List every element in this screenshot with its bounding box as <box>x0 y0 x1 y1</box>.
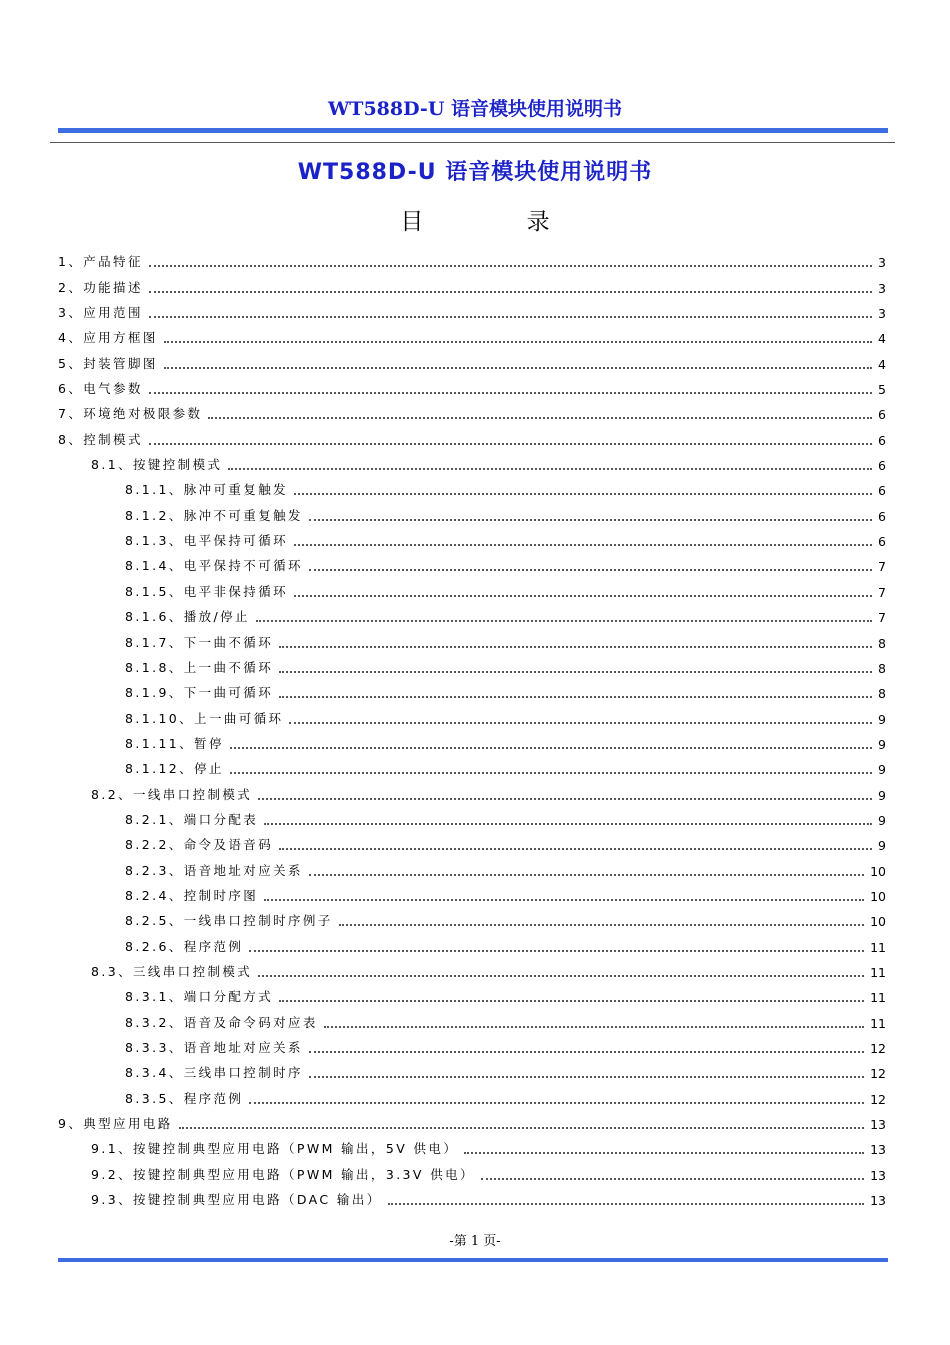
toc-entry[interactable] <box>58 448 886 473</box>
toc-entry[interactable] <box>58 904 886 929</box>
toc-entry-page: 8 <box>878 686 886 702</box>
toc-dot-leader <box>249 949 864 952</box>
toc-entry-page: 3 <box>878 306 886 322</box>
toc-entry-label: 8.1、按键控制模式 <box>91 457 223 473</box>
toc-entry-label: 8.2.6、程序范例 <box>125 938 244 954</box>
toc-entry-label: 9.3、按键控制典型应用电路（DAC 输出） <box>91 1192 382 1208</box>
toc-entry-page: 11 <box>870 939 886 955</box>
toc-entry[interactable] <box>58 1056 886 1081</box>
toc-entry-page: 6 <box>878 483 886 499</box>
page-number-footer: -第 1 页- <box>449 1234 501 1249</box>
toc-entry-label: 8.1.11、暂停 <box>125 735 224 751</box>
toc-entry-page: 12 <box>870 1091 886 1107</box>
toc-entry-page: 10 <box>870 863 886 879</box>
toc-dot-leader <box>149 290 872 293</box>
toc-entry-label: 8.1.5、电平非保持循环 <box>125 583 289 599</box>
toc-entry-page: 10 <box>870 914 886 930</box>
toc-entry[interactable] <box>58 1031 886 1056</box>
toc-entry-label: 6、电气参数 <box>58 381 143 397</box>
toc-entry-label: 9、典型应用电路 <box>58 1116 173 1132</box>
toc-entry[interactable] <box>58 676 886 701</box>
toc-dot-leader <box>230 746 872 749</box>
toc-entry-label: 8.1.2、脉冲不可重复触发 <box>125 507 303 523</box>
toc-dot-leader <box>279 670 872 673</box>
footer-rule <box>58 1258 888 1262</box>
header-divider <box>50 142 895 143</box>
toc-entry[interactable] <box>58 422 886 447</box>
toc-entry-label: 5、封装管脚图 <box>58 355 158 371</box>
toc-entry[interactable] <box>58 1005 886 1030</box>
toc-entry-label: 8.2、一线串口控制模式 <box>91 786 253 802</box>
toc-entry-label: 8.1.12、停止 <box>125 761 224 777</box>
toc-entry[interactable] <box>58 498 886 523</box>
toc-entry-label: 8.2.4、控制时序图 <box>125 887 259 903</box>
toc-entry[interactable] <box>58 803 886 828</box>
toc-entry-label: 8.1.9、下一曲可循环 <box>125 685 274 701</box>
toc-entry-page: 13 <box>870 1117 886 1133</box>
toc-dot-leader <box>256 619 872 622</box>
toc-dot-leader <box>309 1075 864 1078</box>
toc-entry-page: 9 <box>878 812 886 828</box>
toc-dot-leader <box>179 1126 864 1129</box>
toc-entry-label: 8.3.5、程序范例 <box>125 1090 244 1106</box>
toc-entry-label: 8.3、三线串口控制模式 <box>91 963 253 979</box>
toc-entry-page: 6 <box>878 432 886 448</box>
toc-entry-label: 8、控制模式 <box>58 431 143 447</box>
toc-entry-label: 8.2.5、一线串口控制时序例子 <box>125 913 333 929</box>
toc-entry[interactable] <box>58 828 886 853</box>
toc-entry-page: 8 <box>878 660 886 676</box>
toc-entry-page: 6 <box>878 508 886 524</box>
toc-entry[interactable] <box>58 980 886 1005</box>
toc-entry-label: 8.3.3、语音地址对应关系 <box>125 1040 303 1055</box>
toc-entry[interactable] <box>58 1107 886 1132</box>
toc-dot-leader <box>279 695 872 698</box>
toc-entry-page: 6 <box>878 458 886 474</box>
toc-entry[interactable] <box>58 955 886 980</box>
toc-entry[interactable] <box>58 1157 886 1182</box>
toc-entry[interactable] <box>58 524 886 549</box>
toc-entry[interactable] <box>58 879 886 904</box>
toc-entry-label: 8.1.6、播放/停止 <box>125 609 250 625</box>
toc-dot-leader <box>149 391 872 394</box>
toc-entry-page: 6 <box>878 534 886 550</box>
toc-entry[interactable] <box>58 372 886 397</box>
toc-entry[interactable] <box>58 245 886 270</box>
toc-entry-label: 1、产品特征 <box>58 254 143 270</box>
toc-entry-label: 8.1.4、电平保持不可循环 <box>125 558 303 574</box>
toc-entry-label: 8.3.4、三线串口控制时序 <box>125 1065 303 1081</box>
toc-dot-leader <box>309 518 872 521</box>
toc-dot-leader <box>339 923 864 926</box>
toc-entry-label: 8.1.7、下一曲不循环 <box>125 634 274 650</box>
toc-entry-page: 7 <box>878 584 886 600</box>
toc-dot-leader <box>230 771 872 774</box>
toc-dot-leader <box>309 1050 864 1053</box>
toc-entry-label: 8.2.1、端口分配表 <box>125 811 259 827</box>
toc-entry-page: 13 <box>870 1142 886 1158</box>
toc-entry-page: 4 <box>878 356 886 372</box>
toc-entry-page: 12 <box>870 1066 886 1082</box>
toc-entry-label: 3、应用范围 <box>58 305 143 321</box>
toc-entry[interactable] <box>58 727 886 752</box>
toc-entry[interactable] <box>58 929 886 954</box>
toc-dot-leader <box>258 974 864 977</box>
table-of-contents <box>58 245 886 1208</box>
toc-dot-leader <box>149 442 872 445</box>
header-title: WT588D-U 语音模块使用说明书 <box>327 98 623 120</box>
toc-entry-page: 4 <box>878 331 886 347</box>
toc-entry[interactable] <box>58 777 886 802</box>
toc-dot-leader <box>208 416 872 419</box>
toc-entry-page: 13 <box>870 1193 886 1209</box>
header-rule <box>58 128 888 133</box>
toc-entry[interactable] <box>58 1132 886 1157</box>
toc-entry-page: 7 <box>878 559 886 575</box>
toc-dot-leader <box>149 315 872 318</box>
toc-entry-page: 9 <box>878 787 886 803</box>
toc-dot-leader <box>289 721 872 724</box>
toc-entry-page: 9 <box>878 838 886 854</box>
toc-entry-page: 7 <box>878 610 886 626</box>
toc-entry-label: 8.1.8、上一曲不循环 <box>125 659 274 675</box>
toc-dot-leader <box>228 467 872 470</box>
toc-dot-leader <box>264 822 872 825</box>
toc-entry[interactable] <box>58 752 886 777</box>
toc-dot-leader <box>164 340 872 343</box>
toc-entry-page: 8 <box>878 635 886 651</box>
toc-entry[interactable] <box>58 321 886 346</box>
toc-entry[interactable] <box>58 473 886 498</box>
toc-entry-page: 3 <box>878 255 886 271</box>
toc-entry[interactable] <box>58 651 886 676</box>
toc-entry-page: 6 <box>878 407 886 423</box>
toc-dot-leader <box>149 264 872 267</box>
toc-entry-label: 9.1、按键控制典型应用电路（PWM 输出，5V 供电） <box>91 1141 459 1157</box>
toc-entry-label: 8.2.3、语音地址对应关系 <box>125 862 303 878</box>
toc-entry-page: 11 <box>870 964 886 980</box>
toc-dot-leader <box>279 645 872 648</box>
toc-entry-page: 5 <box>878 382 886 398</box>
toc-entry-page: 9 <box>878 711 886 727</box>
toc-dot-leader <box>309 568 872 571</box>
toc-entry-page: 3 <box>878 280 886 296</box>
toc-entry[interactable] <box>58 574 886 599</box>
toc-heading: 目 录 <box>400 209 598 235</box>
toc-entry-label: 8.3.1、端口分配方式 <box>125 989 274 1005</box>
toc-entry-page: 9 <box>878 736 886 752</box>
toc-entry[interactable] <box>58 701 886 726</box>
toc-entry-label: 9.2、按键控制典型应用电路（PWM 输出，3.3V 供电） <box>91 1166 475 1182</box>
toc-entry[interactable] <box>58 600 886 625</box>
document-title: WT588D-U 语音模块使用说明书 <box>297 160 653 185</box>
toc-dot-leader <box>481 1177 864 1180</box>
toc-dot-leader <box>294 594 872 597</box>
toc-entry-page: 9 <box>878 762 886 778</box>
toc-entry[interactable] <box>58 296 886 321</box>
toc-entry[interactable] <box>58 397 886 422</box>
toc-entry-label: 8.1.10、上一曲可循环 <box>125 710 284 726</box>
toc-entry[interactable] <box>58 1183 886 1208</box>
toc-dot-leader <box>294 543 872 546</box>
toc-entry-page: 13 <box>870 1167 886 1183</box>
toc-entry-label: 7、环境绝对极限参数 <box>58 406 203 422</box>
toc-entry-page: 10 <box>870 888 886 904</box>
toc-dot-leader <box>309 873 864 876</box>
toc-entry-label: 8.3.2、语音及命令码对应表 <box>125 1014 318 1030</box>
toc-entry-label: 4、应用方框图 <box>58 330 158 346</box>
toc-entry-label: 8.2.2、命令及语音码 <box>125 837 274 853</box>
toc-entry[interactable] <box>58 346 886 371</box>
toc-dot-leader <box>279 999 864 1002</box>
toc-entry-page: 12 <box>870 1041 886 1056</box>
toc-entry-label: 2、功能描述 <box>58 279 143 295</box>
toc-dot-leader <box>464 1151 864 1154</box>
toc-dot-leader <box>164 366 872 369</box>
toc-entry[interactable] <box>58 270 886 295</box>
toc-dot-leader <box>294 492 872 495</box>
toc-dot-leader <box>249 1101 864 1104</box>
toc-dot-leader <box>279 847 872 850</box>
toc-dot-leader <box>388 1202 864 1205</box>
toc-dot-leader <box>324 1025 864 1028</box>
toc-entry[interactable] <box>58 625 886 650</box>
toc-dot-leader <box>264 898 864 901</box>
toc-entry[interactable] <box>58 1081 886 1106</box>
toc-entry[interactable] <box>58 549 886 574</box>
toc-dot-leader <box>258 797 872 800</box>
toc-entry-page: 11 <box>870 1015 886 1031</box>
toc-entry-label: 8.1.1、脉冲可重复触发 <box>125 482 289 498</box>
toc-entry[interactable] <box>58 853 886 878</box>
toc-entry-label: 8.1.3、电平保持可循环 <box>125 533 289 549</box>
toc-entry-page: 11 <box>870 990 886 1006</box>
